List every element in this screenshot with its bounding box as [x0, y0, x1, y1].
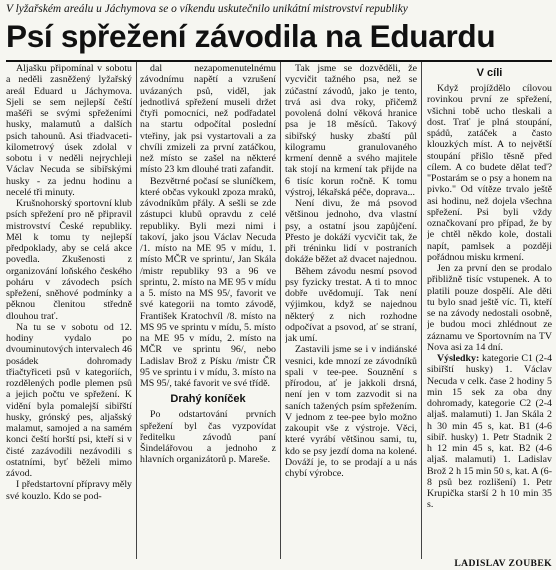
article-column-4 — [427, 63, 552, 557]
results-paragraph — [427, 353, 552, 511]
headline-rule — [6, 60, 552, 62]
paragraph: Krušnohorský sportovní klub psích spřežení pro ně připravil mistrovství České republiky. Měl k tomu ty nejlepší předpoklady, aby se celá akce povedla. Zkušenosti z organizování loňského českého poháru v závodech psích spřežení, sněhové podmínky a pěknou členitou středně dlouhou trať. — [6, 198, 132, 322]
subheading: Drahý koníček — [170, 393, 246, 406]
paragraph: Bezvětrné počasí se sluníčkem, které občas vykoukl zpoza mraků, závodníkům přály. A sešli se zde zástupci klubů opravdu z celé republiky. Byli mezi nimi i takoví, jako jsou Václav Necuda /1. místo na ME 95 v mídu, 1. místo MČR ve sprintu/, Jan Skála /mistr republiky 93 a 96 ve sprintu, 2. místo na ME 95 v mídu a 5. místo na MS 95/, favorit ve své kategorii na tomto závodě, František Kratochvíl /8. místo na MS 95 ve sprintu v mídu, 5. místo na ME 95 v mídu, 2. místo na MČR ve sprintu 96/, nebo Ladislav Brož z Písku /mistr ČR 95 ve sprintu i v mídu, 3. místo na MS 95/, také favorit ve své třídě. — [140, 175, 276, 389]
subheading: V cíli — [476, 67, 503, 79]
paragraph: Tak jsme se dozvěděli, že vycvičit tažného psa, než se zúčastní závodů, jako je tento, trvá asi dva roky, přičemž povolená dolní věková hranice psa je 18 měsíců. Takový sibiřský husky zbaští půl kilogramu granulovaného krmení denně a svého majitele tak stojí na krmení tak přijde na 6 tisíc korun ročně. K tomu výstroj, lékařská péče, doprava... — [285, 63, 417, 198]
column-divider — [421, 62, 422, 559]
paragraph: Když projíždělo cílovou rovinkou první ze spřežení, všichni tobě ucho tleskali a dost. Trať je plná stoupání, spádů, zatáček a často klouzkých míst. A to největší stoupání přišlo těsně před cílem. A co budete dělat teď? "Postarám se o psy a honem na pivko." Od vítěze trvalo ještě asi hodinu, než dojela všechna spřežení. Psi byli vždy označkovaní pro případ, že by je chtěl někdo kole, dostali napít, pamlsek a později pořádnou misku krmení. — [427, 83, 552, 263]
paragraph: I předstartovní přípravy měly své kouzlo. Kdo se pod- — [6, 479, 132, 502]
paragraph: Zastavili jsme se i v indiánské vesnici, kde mnozí ze závodníků spali v tee-pee. Souznění s přírodou, ať je jakkoli drsná, není jen v tom zazvodit si na saních tažených psím spřežením. V jednom z tee-pee bylo možno zakoupit vše z výstroje. Věci, které vyrábí většinou sami, tu, kdo se psy jezdí doma na kolené. Dováží je, to se prodají a u nás chybí výrobce. — [285, 344, 417, 479]
paragraph: Během závodu nesmí psovod psy fyzicky trestat. A ti to mnoc dobře uvědomují. Tak není výjimkou, když se najednou některý z nich rozhodne odpočívat a psovod, ať se straní, jak umí. — [285, 265, 417, 344]
column-divider — [136, 62, 137, 559]
paragraph: Na tu se v sobotu od 12. hodiny vydalo po dvouminutových intervalech 46 posádek dohromady třiačtyřiceti psů v kategoriích, rozdělených podle plemen psů a jejich počtu ve spřežení. K vidění byla pomalejší sibiřští husky, grónský pes, aljašský malamut, samojed a na samém konci čeští horští psi, kteří si v čisté zazávodili nezávodili s ostatními, byť běželi mimo závod. — [6, 321, 132, 479]
paragraph: Není divu, že má psovod většinou jednoho, dva vlastní psy, a ostatní jsou zapůjčení. Přesto je dokáží vycvičit tak, že při tréninku lidí v postraních dokáže běžet až dvacet najednou. — [285, 198, 417, 266]
article-column-1 — [6, 63, 132, 557]
article-headline: Psí spřežení závodila na Eduardu — [6, 18, 496, 54]
author-byline: LADISLAV ZOUBEK — [454, 558, 552, 569]
article-column-2 — [140, 63, 276, 557]
paragraph: Jen za první den se prodalo přibližně tisíc vstupenek. A to platili pouze dospělí. Ale děti tu bylo snad ještě víc. Ti, kteří se na závody nedostali osobně, je budou moci zhlédnout ze záznamu ve Sportovním na TV Nova asi za 14 dní. — [427, 263, 552, 353]
results-text: kategorie C1 (2-4 sibiřští husky) 1. Václav Necuda v celk. čase 2 hodiny 5 min 15 sek za oba dny dohromady, kategorie C2 (2-4 aljaš. malamuti) 1. Jan Skála 2 h 30 min 45 s, kat. B1 (4-6 sibiř. husky) 1. Petr Stadnik 2 h 12 min 45 s, kat. B2 (4-6 aljaš. malamuti) 1. Ladislav Brož 2 h 15 min 50 s, kat. A (6-8 psů bez rozlišení) 1. Petr Krupička starší 2 h 10 min 35 s. — [427, 353, 552, 511]
paragraph: dal nezapomenutelnému závodnímu napětí a vzrušení uvázaných psů, viděl, jak jednotlivá spřežení museli držet čtyři pomocníci, než podřadatel na startu odpočítal poslední vteřiny, jak psi vystartovali a za chvíli zmizeli za první zatáčkou, než místo se zašel na některé místo 23 km dlouhé trati zafandit. — [140, 63, 276, 176]
results-label: Výsledky: — [437, 353, 480, 364]
paragraph: Aljašku připomínal v sobotu a neděli zasněžený lyžařský areál Eduard u Jáchymova. Sjeli se sem nejlepší čeští mašéři se svými spřeženími husky, malamutů a dalších psich tahounů. Asi třiadvaceti-kilometrový úsek zdolal v sobotu i v neděli nejrychleji Václav Necuda se sibiřskými husky - za jednu hodinu a necelé tři minuty. — [6, 63, 132, 198]
article-kicker: V lyžařském areálu u Jáchymova se o víkendu uskutečnilo unikátní mistrovství republiky — [6, 3, 408, 15]
column-divider — [280, 62, 281, 559]
article-column-3 — [285, 63, 417, 557]
paragraph: Po odstartování prvních spřežení byl čas vyzpovídat ředitelku závodů paní Šindelářovou a jednoho z hlavních organizátorů p. Mareše. — [140, 409, 276, 466]
